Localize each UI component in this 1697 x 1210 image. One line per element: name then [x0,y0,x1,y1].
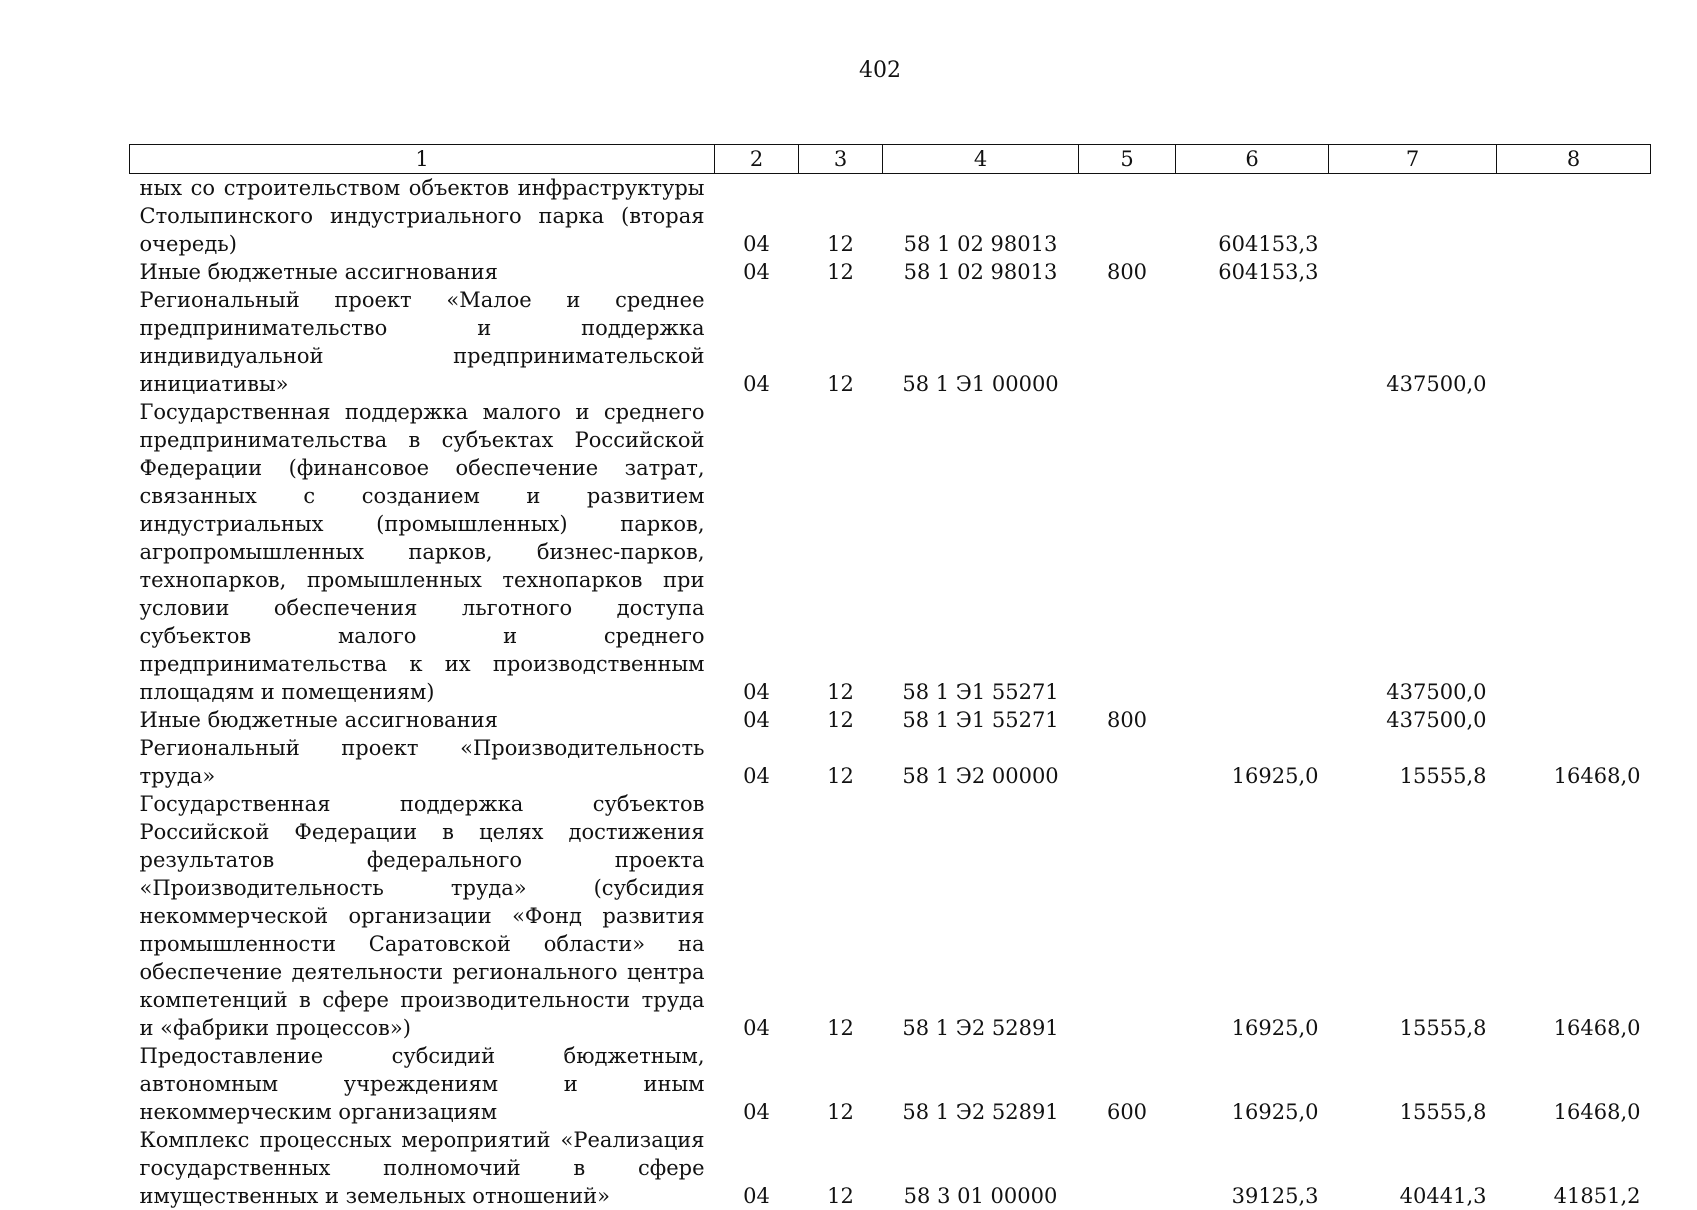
subsection-code: 12 [827,1100,854,1124]
row-description: Комплекс процессных мероприятий «Реализация государственных полномочий в сфере имущественных и земельных отношений» [139,1128,705,1208]
expense-type-code [1079,1126,1176,1210]
column-header-5: 5 [1079,145,1176,174]
target-article-code: 58 1 02 98013 [903,260,1058,284]
table-row [130,398,1651,706]
amount-col-7: 437500,0 [1386,372,1487,396]
budget-table [129,144,1651,1210]
subsection-code: 12 [827,680,854,704]
section-code: 04 [743,260,770,284]
table-row [130,258,1651,286]
section-code: 04 [743,764,770,788]
subsection-code: 12 [827,764,854,788]
target-article-code: 58 1 Э1 55271 [902,680,1059,704]
amount-col-8: 16468,0 [1553,764,1641,788]
table-row [130,734,1651,790]
amount-col-6: 39125,3 [1231,1184,1319,1208]
target-article-code: 58 1 Э2 52891 [902,1016,1059,1040]
expense-type-code: 600 [1106,1100,1148,1124]
amount-col-6: 604153,3 [1218,260,1319,284]
row-description: Иные бюджетные ассигнования [139,708,498,732]
column-header-8: 8 [1497,145,1651,174]
row-description: Иные бюджетные ассигнования [139,260,498,284]
table-row [130,1126,1651,1210]
expense-type-code [1079,398,1176,706]
section-code: 04 [743,1100,770,1124]
expense-type-code: 800 [1106,260,1148,284]
column-header-2: 2 [715,145,799,174]
row-description: Предоставление субсидий бюджетным, автономным учреждениям и иным некоммерческим организациям [139,1044,705,1124]
section-code: 04 [743,680,770,704]
target-article-code: 58 3 01 00000 [903,1184,1058,1208]
amount-col-7 [1329,258,1497,286]
amount-col-7: 437500,0 [1386,680,1487,704]
subsection-code: 12 [827,232,854,256]
amount-col-8: 41851,2 [1553,1184,1641,1208]
column-header-7: 7 [1329,145,1497,174]
subsection-code: 12 [827,1184,854,1208]
amount-col-6 [1176,398,1329,706]
section-code: 04 [743,1184,770,1208]
amount-col-8: 16468,0 [1553,1100,1641,1124]
column-header-6: 6 [1176,145,1329,174]
row-description: ных со строительством объектов инфраструктуры Столыпинского индустриального парка (вторая очередь) [139,176,705,256]
section-code: 04 [743,232,770,256]
target-article-code: 58 1 Э1 55271 [902,708,1059,732]
target-article-code: 58 1 Э2 00000 [902,764,1059,788]
subsection-code: 12 [827,372,854,396]
table-row [130,790,1651,1042]
amount-col-8 [1497,258,1651,286]
table-row [130,174,1651,259]
amount-col-6: 16925,0 [1231,1016,1319,1040]
amount-col-6 [1176,706,1329,734]
expense-type-code: 800 [1106,708,1148,732]
section-code: 04 [743,372,770,396]
column-header-3: 3 [799,145,883,174]
target-article-code: 58 1 Э2 52891 [902,1100,1059,1124]
amount-col-6: 16925,0 [1231,1100,1319,1124]
column-header-4: 4 [883,145,1079,174]
amount-col-7: 40441,3 [1399,1184,1487,1208]
amount-col-7 [1329,174,1497,259]
table-row [130,286,1651,398]
table-row [130,706,1651,734]
row-description: Региональный проект «Производительность труда» [139,736,705,788]
amount-col-7: 15555,8 [1399,764,1487,788]
page-number: 402 [859,58,901,83]
row-description: Региональный проект «Малое и среднее предпринимательство и поддержка индивидуальной предпринимательской инициативы» [139,288,705,396]
subsection-code: 12 [827,708,854,732]
amount-col-8 [1497,174,1651,259]
expense-type-code [1079,734,1176,790]
row-description: Государственная поддержка малого и среднего предпринимательства в субъектах Российской Федерации (финансовое обеспечение затрат, связанных с созданием и развитием индустриальных (промышленных) парков, агропромышленных парков, бизнес-парков, технопарков, промышленных технопарков при условии обеспечения льготного доступа субъектов малого и среднего предпринимательства к их производственным площадям и помещениям) [139,400,705,704]
amount-col-6: 16925,0 [1231,764,1319,788]
amount-col-6: 604153,3 [1218,232,1319,256]
amount-col-7: 15555,8 [1399,1016,1487,1040]
row-description: Государственная поддержка субъектов Российской Федерации в целях достижения результатов федерального проекта «Производительность труда» (субсидия некоммерческой организации «Фонд развития промышленности Саратовской области» на обеспечение деятельности регионального центра компетенций в сфере производительности труда и «фабрики процессов») [139,792,705,1040]
target-article-code: 58 1 Э1 00000 [902,372,1059,396]
column-header-1: 1 [130,145,715,174]
amount-col-7: 437500,0 [1386,708,1487,732]
amount-col-8 [1497,286,1651,398]
target-article-code: 58 1 02 98013 [903,232,1058,256]
expense-type-code [1079,174,1176,259]
table-row [130,1042,1651,1126]
amount-col-6 [1176,286,1329,398]
header-row [130,145,1651,174]
section-code: 04 [743,1016,770,1040]
expense-type-code [1079,790,1176,1042]
amount-col-8: 16468,0 [1553,1016,1641,1040]
amount-col-7: 15555,8 [1399,1100,1487,1124]
subsection-code: 12 [827,1016,854,1040]
expense-type-code [1079,286,1176,398]
section-code: 04 [743,708,770,732]
amount-col-8 [1497,398,1651,706]
subsection-code: 12 [827,260,854,284]
amount-col-8 [1497,706,1651,734]
